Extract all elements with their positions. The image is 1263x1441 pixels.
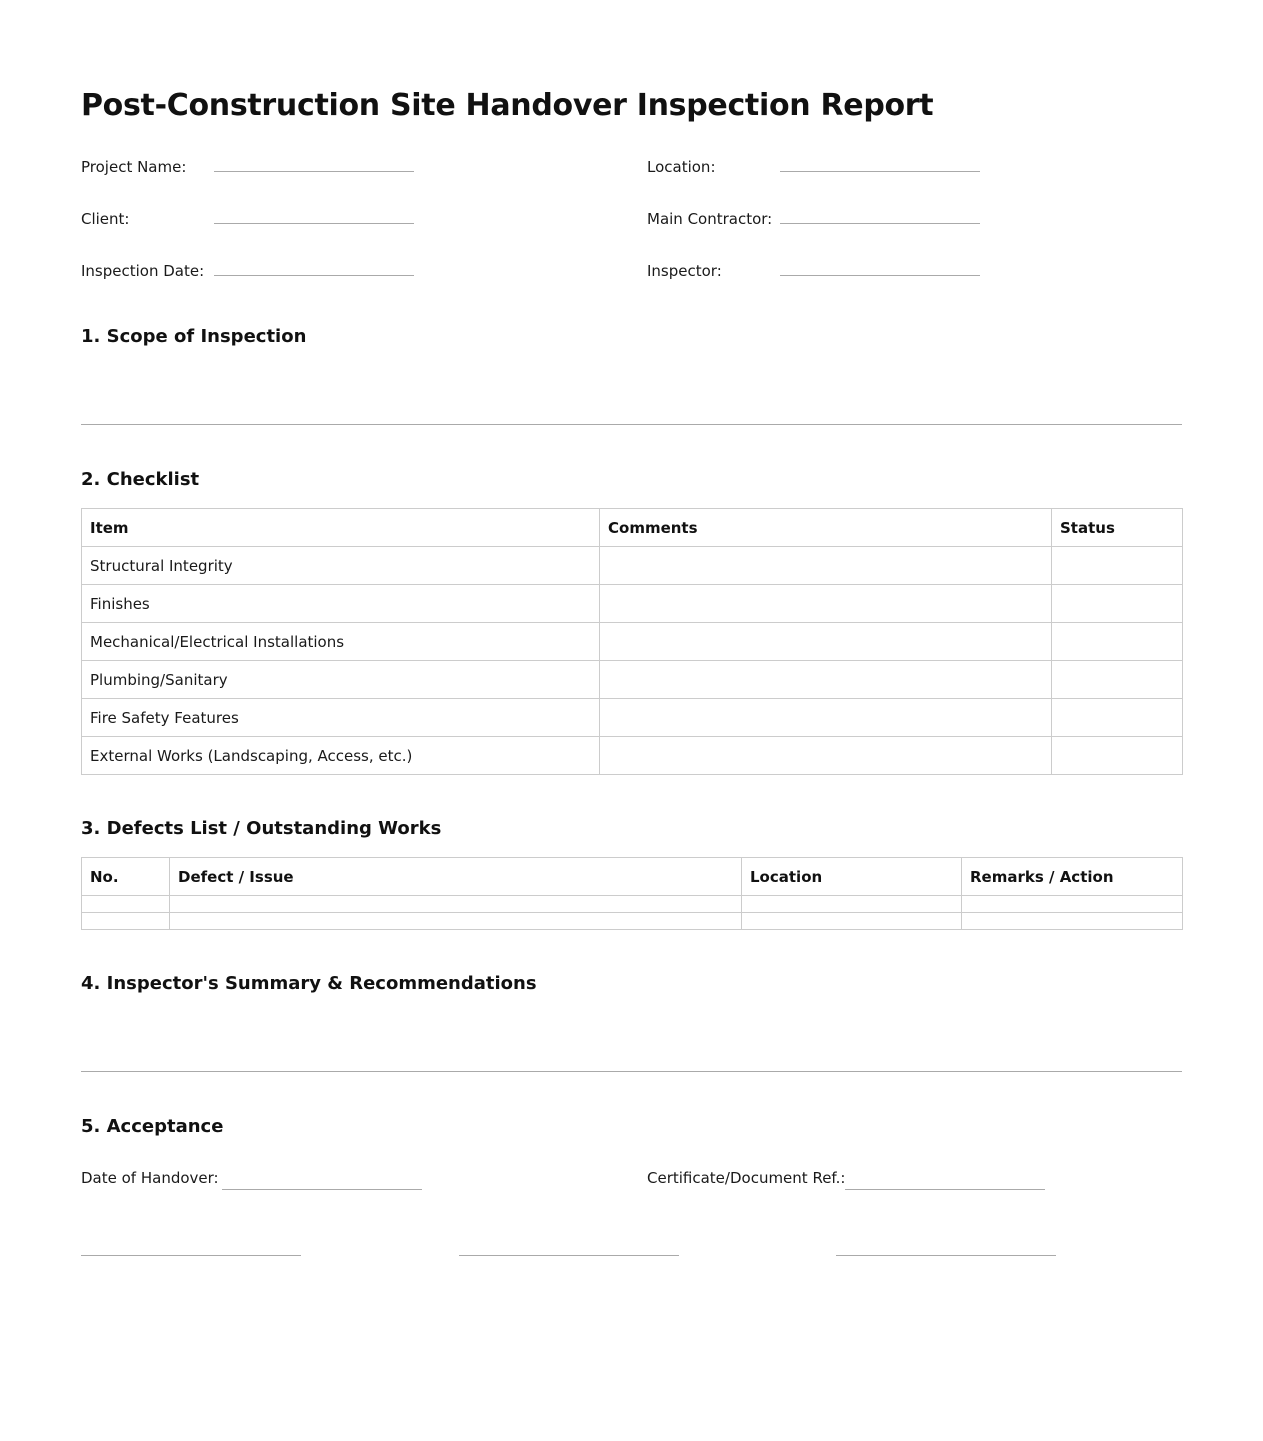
checklist-item-cell: External Works (Landscaping, Access, etc.) xyxy=(82,737,600,775)
defect-issue-cell[interactable] xyxy=(170,913,742,930)
column-header-defect: Defect / Issue xyxy=(170,858,742,896)
column-header-remarks: Remarks / Action xyxy=(962,858,1183,896)
defect-remarks-cell[interactable] xyxy=(962,896,1183,913)
table-row xyxy=(82,737,1183,775)
inspector-input-line[interactable] xyxy=(780,275,980,276)
location-label: Location: xyxy=(647,158,716,176)
table-row xyxy=(82,699,1183,737)
table-row xyxy=(82,661,1183,699)
client-field xyxy=(81,210,501,234)
client-label: Client: xyxy=(81,210,130,228)
defect-remarks-cell[interactable] xyxy=(962,913,1183,930)
checklist-status-cell[interactable] xyxy=(1052,585,1183,623)
certificate-ref-label: Certificate/Document Ref.: xyxy=(647,1169,846,1187)
checklist-item-cell: Plumbing/Sanitary xyxy=(82,661,600,699)
project-name-field xyxy=(81,158,501,182)
checklist-header-row xyxy=(82,509,1183,547)
main-contractor-label: Main Contractor: xyxy=(647,210,773,228)
defect-no-cell[interactable] xyxy=(82,913,170,930)
date-of-handover-field xyxy=(81,1169,501,1193)
client-input-line[interactable] xyxy=(214,223,414,224)
checklist-comments-cell[interactable] xyxy=(600,737,1052,775)
certificate-ref-input-line[interactable] xyxy=(845,1189,1045,1190)
checklist-status-cell[interactable] xyxy=(1052,699,1183,737)
defect-location-cell[interactable] xyxy=(742,913,962,930)
table-row xyxy=(82,896,1183,913)
date-of-handover-label: Date of Handover: xyxy=(81,1169,219,1187)
inspection-date-field xyxy=(81,262,501,286)
checklist-status-cell[interactable] xyxy=(1052,737,1183,775)
checklist-status-cell[interactable] xyxy=(1052,623,1183,661)
defects-heading: 3. Defects List / Outstanding Works xyxy=(81,818,442,839)
project-name-input-line[interactable] xyxy=(214,171,414,172)
table-row xyxy=(82,913,1183,930)
checklist-comments-cell[interactable] xyxy=(600,547,1052,585)
inspection-date-input-line[interactable] xyxy=(214,275,414,276)
signature-line-3[interactable] xyxy=(836,1255,1056,1256)
main-contractor-field xyxy=(647,210,1067,234)
checklist-status-cell[interactable] xyxy=(1052,547,1183,585)
checklist-item-cell: Finishes xyxy=(82,585,600,623)
date-of-handover-input-line[interactable] xyxy=(222,1189,422,1190)
main-contractor-input-line[interactable] xyxy=(780,223,980,224)
checklist-table xyxy=(81,508,1183,775)
signature-line-2[interactable] xyxy=(459,1255,679,1256)
page-title: Post-Construction Site Handover Inspection Report xyxy=(81,88,934,123)
inspector-field xyxy=(647,262,1067,286)
scope-heading: 1. Scope of Inspection xyxy=(81,326,307,347)
column-header-status: Status xyxy=(1052,509,1183,547)
scope-input-line[interactable] xyxy=(81,424,1182,425)
checklist-item-cell: Structural Integrity xyxy=(82,547,600,585)
location-input-line[interactable] xyxy=(780,171,980,172)
project-name-label: Project Name: xyxy=(81,158,187,176)
signature-line-1[interactable] xyxy=(81,1255,301,1256)
column-header-location: Location xyxy=(742,858,962,896)
column-header-item: Item xyxy=(82,509,600,547)
table-row xyxy=(82,585,1183,623)
checklist-heading: 2. Checklist xyxy=(81,469,200,490)
table-row xyxy=(82,623,1183,661)
checklist-status-cell[interactable] xyxy=(1052,661,1183,699)
checklist-comments-cell[interactable] xyxy=(600,623,1052,661)
defect-location-cell[interactable] xyxy=(742,896,962,913)
defect-issue-cell[interactable] xyxy=(170,896,742,913)
inspection-date-label: Inspection Date: xyxy=(81,262,205,280)
checklist-item-cell: Mechanical/Electrical Installations xyxy=(82,623,600,661)
column-header-no: No. xyxy=(82,858,170,896)
checklist-comments-cell[interactable] xyxy=(600,661,1052,699)
summary-input-line[interactable] xyxy=(81,1071,1182,1072)
checklist-comments-cell[interactable] xyxy=(600,585,1052,623)
defects-table xyxy=(81,857,1183,930)
column-header-comments: Comments xyxy=(600,509,1052,547)
certificate-ref-field xyxy=(647,1169,1067,1193)
checklist-comments-cell[interactable] xyxy=(600,699,1052,737)
inspector-label: Inspector: xyxy=(647,262,722,280)
checklist-item-cell: Fire Safety Features xyxy=(82,699,600,737)
table-row xyxy=(82,547,1183,585)
defect-no-cell[interactable] xyxy=(82,896,170,913)
acceptance-heading: 5. Acceptance xyxy=(81,1116,224,1137)
defects-header-row xyxy=(82,858,1183,896)
summary-heading: 4. Inspector's Summary & Recommendations xyxy=(81,973,537,994)
location-field xyxy=(647,158,1067,182)
